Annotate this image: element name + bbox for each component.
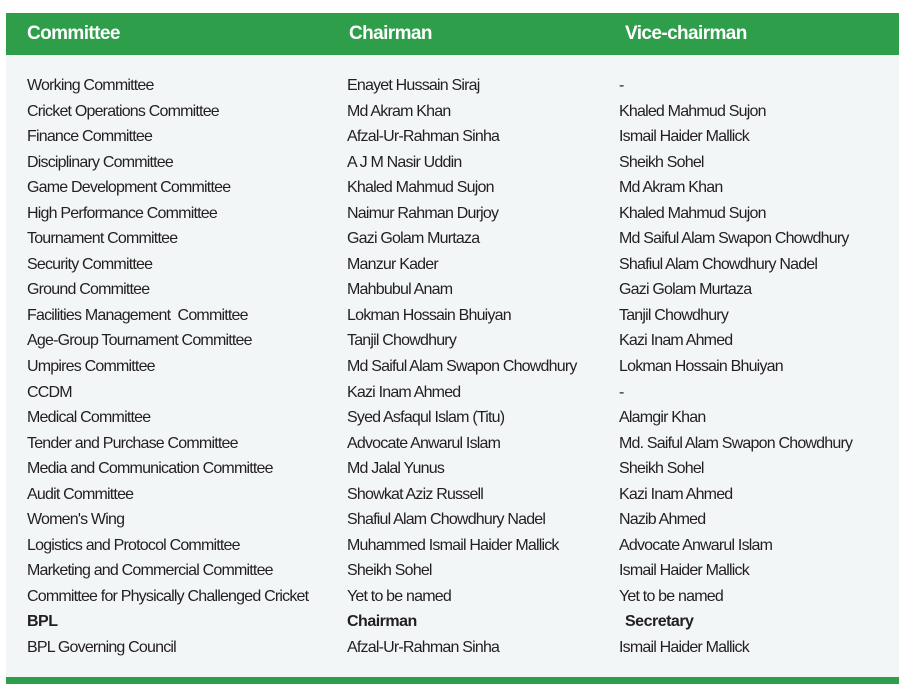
chairman-name: Showkat Aziz Russell bbox=[347, 485, 484, 503]
committee-name: Women's Wing bbox=[27, 511, 125, 529]
vice-chairman-name: Gazi Golam Murtaza bbox=[619, 281, 752, 299]
chairman-name: Enayet Hussain Siraj bbox=[347, 77, 480, 94]
committee-name: Audit Committee bbox=[27, 485, 134, 503]
committee-name: Committee for Physically Challenged Cricket bbox=[27, 587, 309, 605]
header-vice-chairman: Vice-chairman bbox=[625, 23, 747, 44]
chairman-name: Yet to be named bbox=[347, 587, 451, 605]
committee-name: High Performance Committee bbox=[27, 204, 217, 222]
table-row bbox=[6, 507, 899, 533]
vice-chairman-name: Kazi Inam Ahmed bbox=[619, 332, 733, 350]
table-row bbox=[6, 380, 899, 406]
vice-chairman-name: Sheikh Sohel bbox=[619, 153, 704, 171]
chairman-name: Khaled Mahmud Sujon bbox=[347, 179, 494, 197]
committee-name: Facilities Management Committee bbox=[27, 306, 248, 324]
table-row bbox=[6, 584, 899, 610]
chairman-name: A J M Nasir Uddin bbox=[347, 153, 462, 171]
committee-table bbox=[6, 13, 899, 677]
table-row bbox=[6, 252, 899, 278]
vice-chairman-name: Md. Saiful Alam Swapon Chowdhury bbox=[619, 434, 853, 452]
table-row bbox=[6, 73, 899, 99]
table-row bbox=[6, 482, 899, 508]
committee-name: Logistics and Protocol Committee bbox=[27, 536, 240, 554]
chairman-name: Lokman Hossain Bhuiyan bbox=[347, 306, 511, 324]
vice-chairman-name: Lokman Hossain Bhuiyan bbox=[619, 358, 783, 376]
vice-chairman-name: Tanjil Chowdhury bbox=[619, 306, 729, 324]
vice-chairman-name: - bbox=[619, 77, 624, 94]
chairman-name: Gazi Golam Murtaza bbox=[347, 230, 480, 248]
bpl-chairman-heading: Chairman bbox=[347, 613, 417, 631]
chairman-name: Manzur Kader bbox=[347, 255, 438, 273]
committee-name: Media and Communication Committee bbox=[27, 460, 273, 478]
chairman-name: Kazi Inam Ahmed bbox=[347, 383, 461, 401]
table-row bbox=[6, 558, 899, 584]
table-row bbox=[6, 201, 899, 227]
table-row bbox=[6, 328, 899, 354]
table-header bbox=[6, 13, 899, 55]
vice-chairman-name: Ismail Haider Mallick bbox=[619, 128, 749, 146]
committee-name: Age-Group Tournament Committee bbox=[27, 332, 252, 350]
vice-chairman-name: Alamgir Khan bbox=[619, 409, 706, 427]
chairman-name: Md Akram Khan bbox=[347, 102, 451, 120]
table-row bbox=[6, 99, 899, 125]
table-row bbox=[6, 124, 899, 150]
header-chairman: Chairman bbox=[349, 23, 432, 44]
committee-name: BPL Governing Council bbox=[27, 639, 176, 657]
table-row bbox=[6, 635, 899, 661]
chairman-name: Tanjil Chowdhury bbox=[347, 332, 457, 350]
chairman-name: Mahbubul Anam bbox=[347, 281, 453, 299]
chairman-name: Syed Asfaqul Islam (Titu) bbox=[347, 409, 505, 427]
committee-name: Security Committee bbox=[27, 255, 153, 273]
chairman-name: Naimur Rahman Durjoy bbox=[347, 204, 499, 222]
table-footer-bar bbox=[6, 677, 899, 684]
vice-chairman-name: - bbox=[619, 383, 624, 401]
committee-name: Tender and Purchase Committee bbox=[27, 434, 238, 452]
table-row bbox=[6, 277, 899, 303]
committee-name: Game Development Committee bbox=[27, 179, 231, 197]
chairman-name: Md Saiful Alam Swapon Chowdhury bbox=[347, 358, 577, 376]
header-committee: Committee bbox=[27, 23, 120, 44]
vice-chairman-name: Md Saiful Alam Swapon Chowdhury bbox=[619, 230, 849, 248]
chairman-name: Afzal-Ur-Rahman Sinha bbox=[347, 128, 500, 146]
vice-chairman-name: Khaled Mahmud Sujon bbox=[619, 204, 766, 222]
chairman-name: Shafiul Alam Chowdhury Nadel bbox=[347, 511, 546, 529]
chairman-name: Advocate Anwarul Islam bbox=[347, 434, 501, 452]
table-body bbox=[6, 73, 899, 661]
table-row bbox=[6, 226, 899, 252]
bpl-secretary-heading: Secretary bbox=[625, 613, 694, 631]
committee-name: Tournament Committee bbox=[27, 230, 178, 248]
committee-name: Disciplinary Committee bbox=[27, 153, 173, 171]
table-row bbox=[6, 533, 899, 559]
committee-name: Marketing and Commercial Committee bbox=[27, 562, 273, 580]
vice-chairman-name: Md Akram Khan bbox=[619, 179, 723, 197]
bpl-section-heading bbox=[6, 609, 899, 635]
chairman-name: Sheikh Sohel bbox=[347, 562, 432, 580]
vice-chairman-name: Yet to be named bbox=[619, 587, 723, 605]
vice-chairman-name: Kazi Inam Ahmed bbox=[619, 485, 733, 503]
committee-name: Medical Committee bbox=[27, 409, 151, 427]
bpl-label: BPL bbox=[27, 613, 58, 631]
committee-name: Ground Committee bbox=[27, 281, 150, 299]
table-row bbox=[6, 431, 899, 457]
committee-name: Finance Committee bbox=[27, 128, 153, 146]
vice-chairman-name: Shafiul Alam Chowdhury Nadel bbox=[619, 255, 818, 273]
table-row bbox=[6, 175, 899, 201]
committee-name: Umpires Committee bbox=[27, 358, 155, 376]
vice-chairman-name: Khaled Mahmud Sujon bbox=[619, 102, 766, 120]
secretary-name: Ismail Haider Mallick bbox=[619, 639, 749, 657]
chairman-name: Md Jalal Yunus bbox=[347, 460, 445, 478]
chairman-name: Afzal-Ur-Rahman Sinha bbox=[347, 639, 500, 657]
table-row bbox=[6, 303, 899, 329]
committee-name: Working Committee bbox=[27, 77, 154, 94]
table-row bbox=[6, 456, 899, 482]
committee-name: CCDM bbox=[27, 383, 72, 401]
chairman-name: Muhammed Ismail Haider Mallick bbox=[347, 536, 559, 554]
vice-chairman-name: Nazib Ahmed bbox=[619, 511, 706, 529]
table-row bbox=[6, 405, 899, 431]
vice-chairman-name: Advocate Anwarul Islam bbox=[619, 536, 773, 554]
vice-chairman-name: Ismail Haider Mallick bbox=[619, 562, 749, 580]
vice-chairman-name: Sheikh Sohel bbox=[619, 460, 704, 478]
committee-name: Cricket Operations Committee bbox=[27, 102, 219, 120]
table-row bbox=[6, 150, 899, 176]
table-row bbox=[6, 354, 899, 380]
